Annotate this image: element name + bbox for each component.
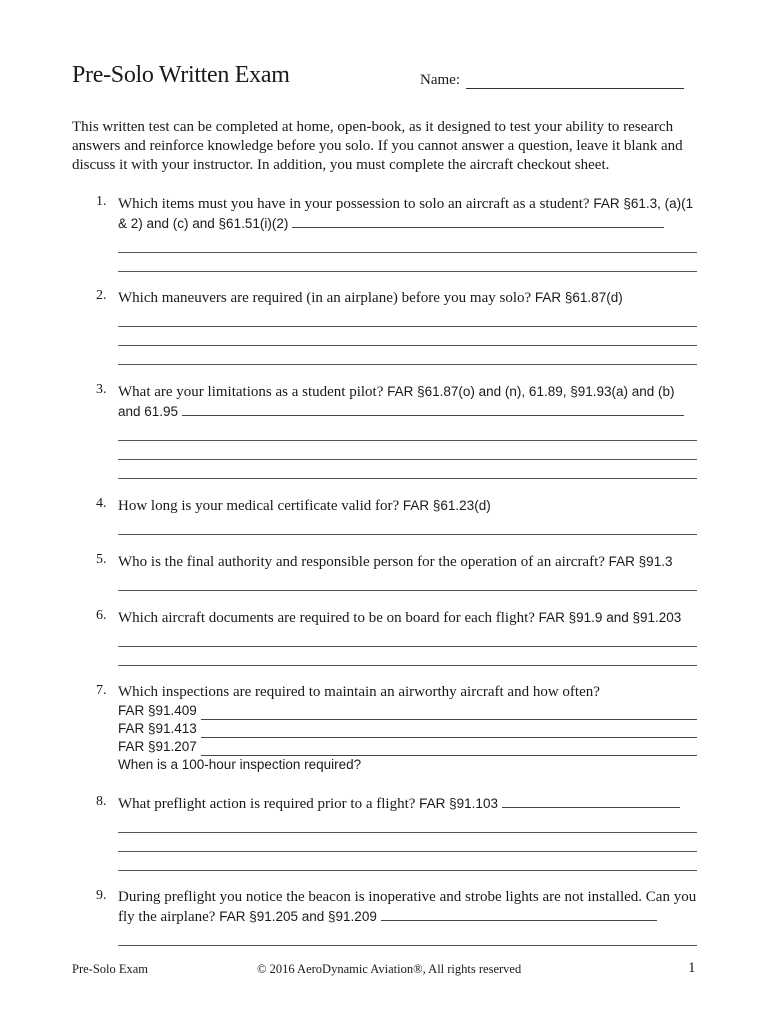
question-number: 4. (96, 496, 107, 511)
answer-line[interactable] (118, 422, 697, 441)
question-prompt: Who is the final authority and responsible person for the operation of an aircraft? (118, 554, 605, 570)
far-reference: FAR §91.207 (118, 739, 197, 754)
question-number: 3. (96, 382, 107, 397)
far-reference: FAR §91.413 (118, 721, 197, 736)
answer-line[interactable] (118, 441, 697, 460)
far-reference: FAR §61.23(d) (402, 498, 491, 513)
inspection-row (118, 738, 697, 756)
question-prompt: What are your limitations as a student pilot? (118, 384, 384, 400)
answer-line[interactable] (201, 725, 697, 738)
question-text (118, 552, 697, 572)
answer-line[interactable] (201, 707, 697, 720)
question-prompt: During preflight you notice the beacon is inoperative and strobe lights are not installed. Can you fly the airplane? (118, 889, 697, 925)
answer-line[interactable] (381, 908, 657, 921)
answer-line[interactable] (118, 346, 697, 365)
question-number: 6. (96, 608, 107, 623)
answer-line[interactable] (182, 403, 684, 416)
question-number: 5. (96, 552, 107, 567)
answer-line[interactable] (118, 572, 697, 591)
answer-line[interactable] (118, 852, 697, 871)
answer-line[interactable] (118, 647, 697, 666)
question-text (118, 608, 697, 628)
name-label: Name: (420, 72, 460, 88)
question-number: 8. (96, 794, 107, 809)
question-prompt: Which maneuvers are required (in an airplane) before you may solo? (118, 290, 532, 306)
answer-line[interactable] (118, 253, 697, 272)
question-number: 7. (96, 683, 107, 698)
footer-doc-name: Pre-Solo Exam (72, 962, 149, 976)
question-text (118, 683, 697, 702)
question-number: 9. (96, 888, 107, 903)
answer-line[interactable] (502, 795, 680, 808)
answer-line[interactable] (118, 814, 697, 833)
answer-line[interactable] (118, 308, 697, 327)
page-number: 1 (688, 960, 696, 976)
answer-line[interactable] (118, 327, 697, 346)
footer-copyright: © 2016 AeroDynamic Aviation®, All rights reserved (257, 962, 522, 976)
question-number: 1. (96, 194, 107, 209)
answer-line[interactable] (118, 516, 697, 535)
answer-line[interactable] (292, 215, 664, 228)
question-prompt: What preflight action is required prior to a flight? (118, 796, 416, 812)
page-title: Pre-Solo Written Exam (72, 62, 290, 88)
answer-line[interactable] (118, 234, 697, 253)
name-field[interactable] (420, 72, 684, 89)
question-prompt: Which aircraft documents are required to be on board for each flight? (118, 610, 535, 626)
question-text (118, 496, 697, 516)
question-prompt: How long is your medical certificate valid for? (118, 498, 400, 514)
question-number: 2. (96, 288, 107, 303)
far-reference: FAR §61.87(o) and (n), 61.89, §91.93(a) and (b) and 61.95 (118, 384, 675, 419)
far-reference: FAR §61.87(d) (534, 290, 623, 305)
question-text (118, 888, 697, 927)
far-reference: FAR §61.3, (a)(1 & 2) and (c) and §61.51(i)(2) (118, 196, 694, 231)
answer-line[interactable] (118, 460, 697, 479)
answer-line[interactable] (118, 927, 697, 946)
question-text (118, 288, 697, 308)
question-text (118, 382, 697, 422)
answer-line[interactable] (118, 833, 697, 852)
intro-paragraph: This written test can be completed at home, open-book, as it designed to test your ability to research answers and reinforce knowledge before you solo. If you cannot answer a question, leave it blank and discuss it with your instructor. In addition, you must complete the aircraft checkout sheet. (72, 119, 683, 173)
far-reference: FAR §91.9 and §91.203 (538, 610, 682, 625)
question-prompt: Which inspections are required to maintain an airworthy aircraft and how often? (118, 684, 600, 700)
question-prompt: Which items must you have in your possession to solo an aircraft as a student? (118, 196, 590, 212)
follow-up-text: When is a 100-hour inspection required? (118, 757, 362, 772)
follow-up-question (118, 756, 697, 774)
far-reference: FAR §91.205 and §91.209 (219, 909, 377, 924)
far-reference: FAR §91.409 (118, 703, 197, 718)
answer-line[interactable] (201, 743, 697, 756)
answer-line[interactable] (118, 628, 697, 647)
question-text (118, 194, 697, 234)
inspection-row (118, 720, 697, 738)
inspection-row (118, 702, 697, 720)
name-line[interactable] (466, 76, 684, 89)
far-reference: FAR §91.3 (608, 554, 673, 569)
far-reference: FAR §91.103 (419, 796, 498, 811)
question-text (118, 794, 697, 814)
